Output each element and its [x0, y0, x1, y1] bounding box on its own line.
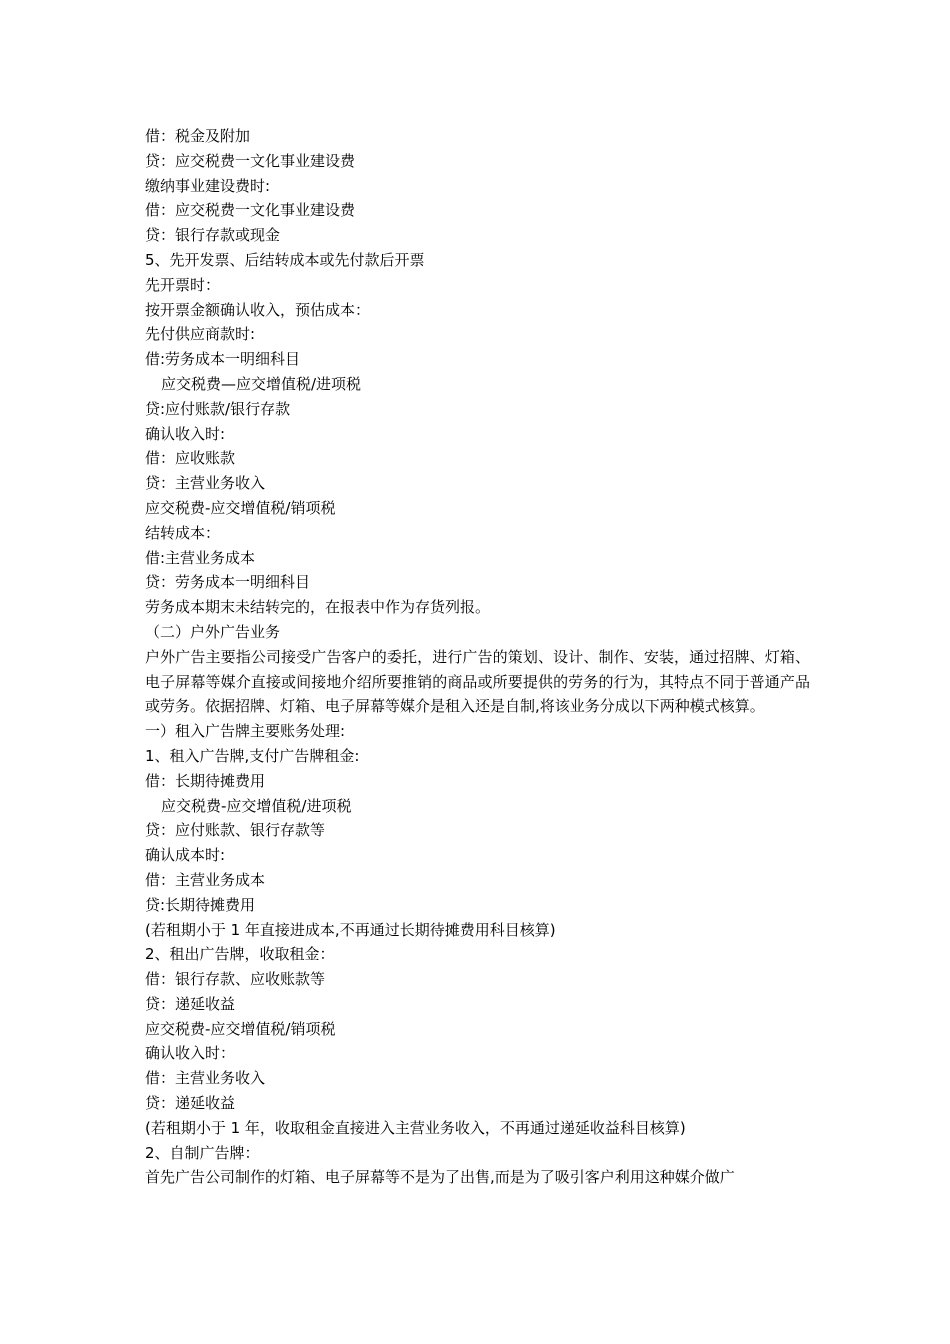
text-line: 确认收入时： [145, 1044, 236, 1063]
text-line: (若租期小于 1 年直接进成本,不再通过长期待摊费用科目核算) [145, 920, 556, 939]
text-line: 贷：应付账款、银行存款等 [145, 821, 326, 840]
text-line: 贷：递延收益 [145, 994, 236, 1013]
text-line: 应交税费—应交增值税/进项税 [161, 374, 362, 393]
text-line: 借:劳务成本一明细科目 [145, 350, 301, 369]
text-line: 贷:应付账款/银行存款 [145, 399, 291, 418]
text-line: 缴纳事业建设费时: [145, 176, 271, 195]
text-line: 借：应交税费一文化事业建设费 [145, 201, 356, 220]
text-line: 2、自制广告牌： [145, 1143, 260, 1162]
text-line: 借：银行存款、应收账款等 [145, 970, 326, 989]
text-line: 借：税金及附加 [145, 127, 251, 145]
text-line: 按开票金额确认收入，预估成本： [145, 300, 371, 319]
text-line: 贷：银行存款或现金 [145, 226, 281, 245]
text-line: 首先广告公司制作的灯箱、电子屏幕等不是为了出售,而是为了吸引客户利用这种媒介做广 [145, 1168, 735, 1187]
text-line: （二）户外广告业务 [145, 622, 281, 641]
text-line: 贷：递延收益 [145, 1094, 236, 1113]
text-line: 确认收入时: [145, 424, 226, 443]
text-line: 贷:长期待摊费用 [145, 895, 256, 914]
text-line: 借：长期待摊费用 [145, 771, 266, 790]
text-line: 确认成本时: [145, 846, 226, 865]
text-line: 先付供应商款时: [145, 325, 256, 344]
text-line: 借:主营业务成本 [145, 548, 256, 567]
text-line: 借：主营业务收入 [145, 1069, 266, 1088]
text-line: 贷：应交税费一文化事业建设费 [145, 151, 356, 170]
text-line: 应交税费-应交增值税/进项税 [161, 796, 352, 815]
text-line: 借：应收账款 [145, 449, 236, 468]
text-line: 借：主营业务成本 [145, 870, 266, 889]
text-line: 结转成本： [145, 523, 221, 542]
text-line: 先开票时： [145, 275, 221, 294]
text-line: 贷：劳务成本一明细科目 [145, 573, 311, 592]
text-line: (若租期小于 1 年，收取租金直接进入主营业务收入，不再通过递延收益科目核算) [145, 1118, 686, 1137]
text-line: 一）租入广告牌主要账务处理: [145, 722, 346, 741]
text-line: 劳务成本期末未结转完的，在报表中作为存货列报。 [145, 598, 491, 617]
text-line: 5、先开发票、后结转成本或先付款后开票 [145, 250, 425, 269]
text-line: 贷：主营业务收入 [145, 474, 266, 493]
text-line: 应交税费-应交增值税/销项税 [145, 1019, 336, 1038]
document-body [145, 124, 810, 1190]
text-line: 应交税费-应交增值税/销项税 [145, 498, 336, 517]
text-line: 2、租出广告牌，收取租金： [145, 945, 335, 964]
text-paragraph: 户外广告主要指公司接受广告客户的委托，进行广告的策划、设计、制作、安装，通过招牌、灯箱、电子屏幕等媒介直接或间接地介绍所要推销的商品或所要提供的劳务的行为，其特点不同于普通产品或劳务。依据招牌、灯箱、电子屏幕等媒介是租入还是自制,将该业务分成以下两种模式核算。 [145, 647, 810, 716]
text-line: 1、租入广告牌,支付广告牌租金: [145, 746, 360, 765]
